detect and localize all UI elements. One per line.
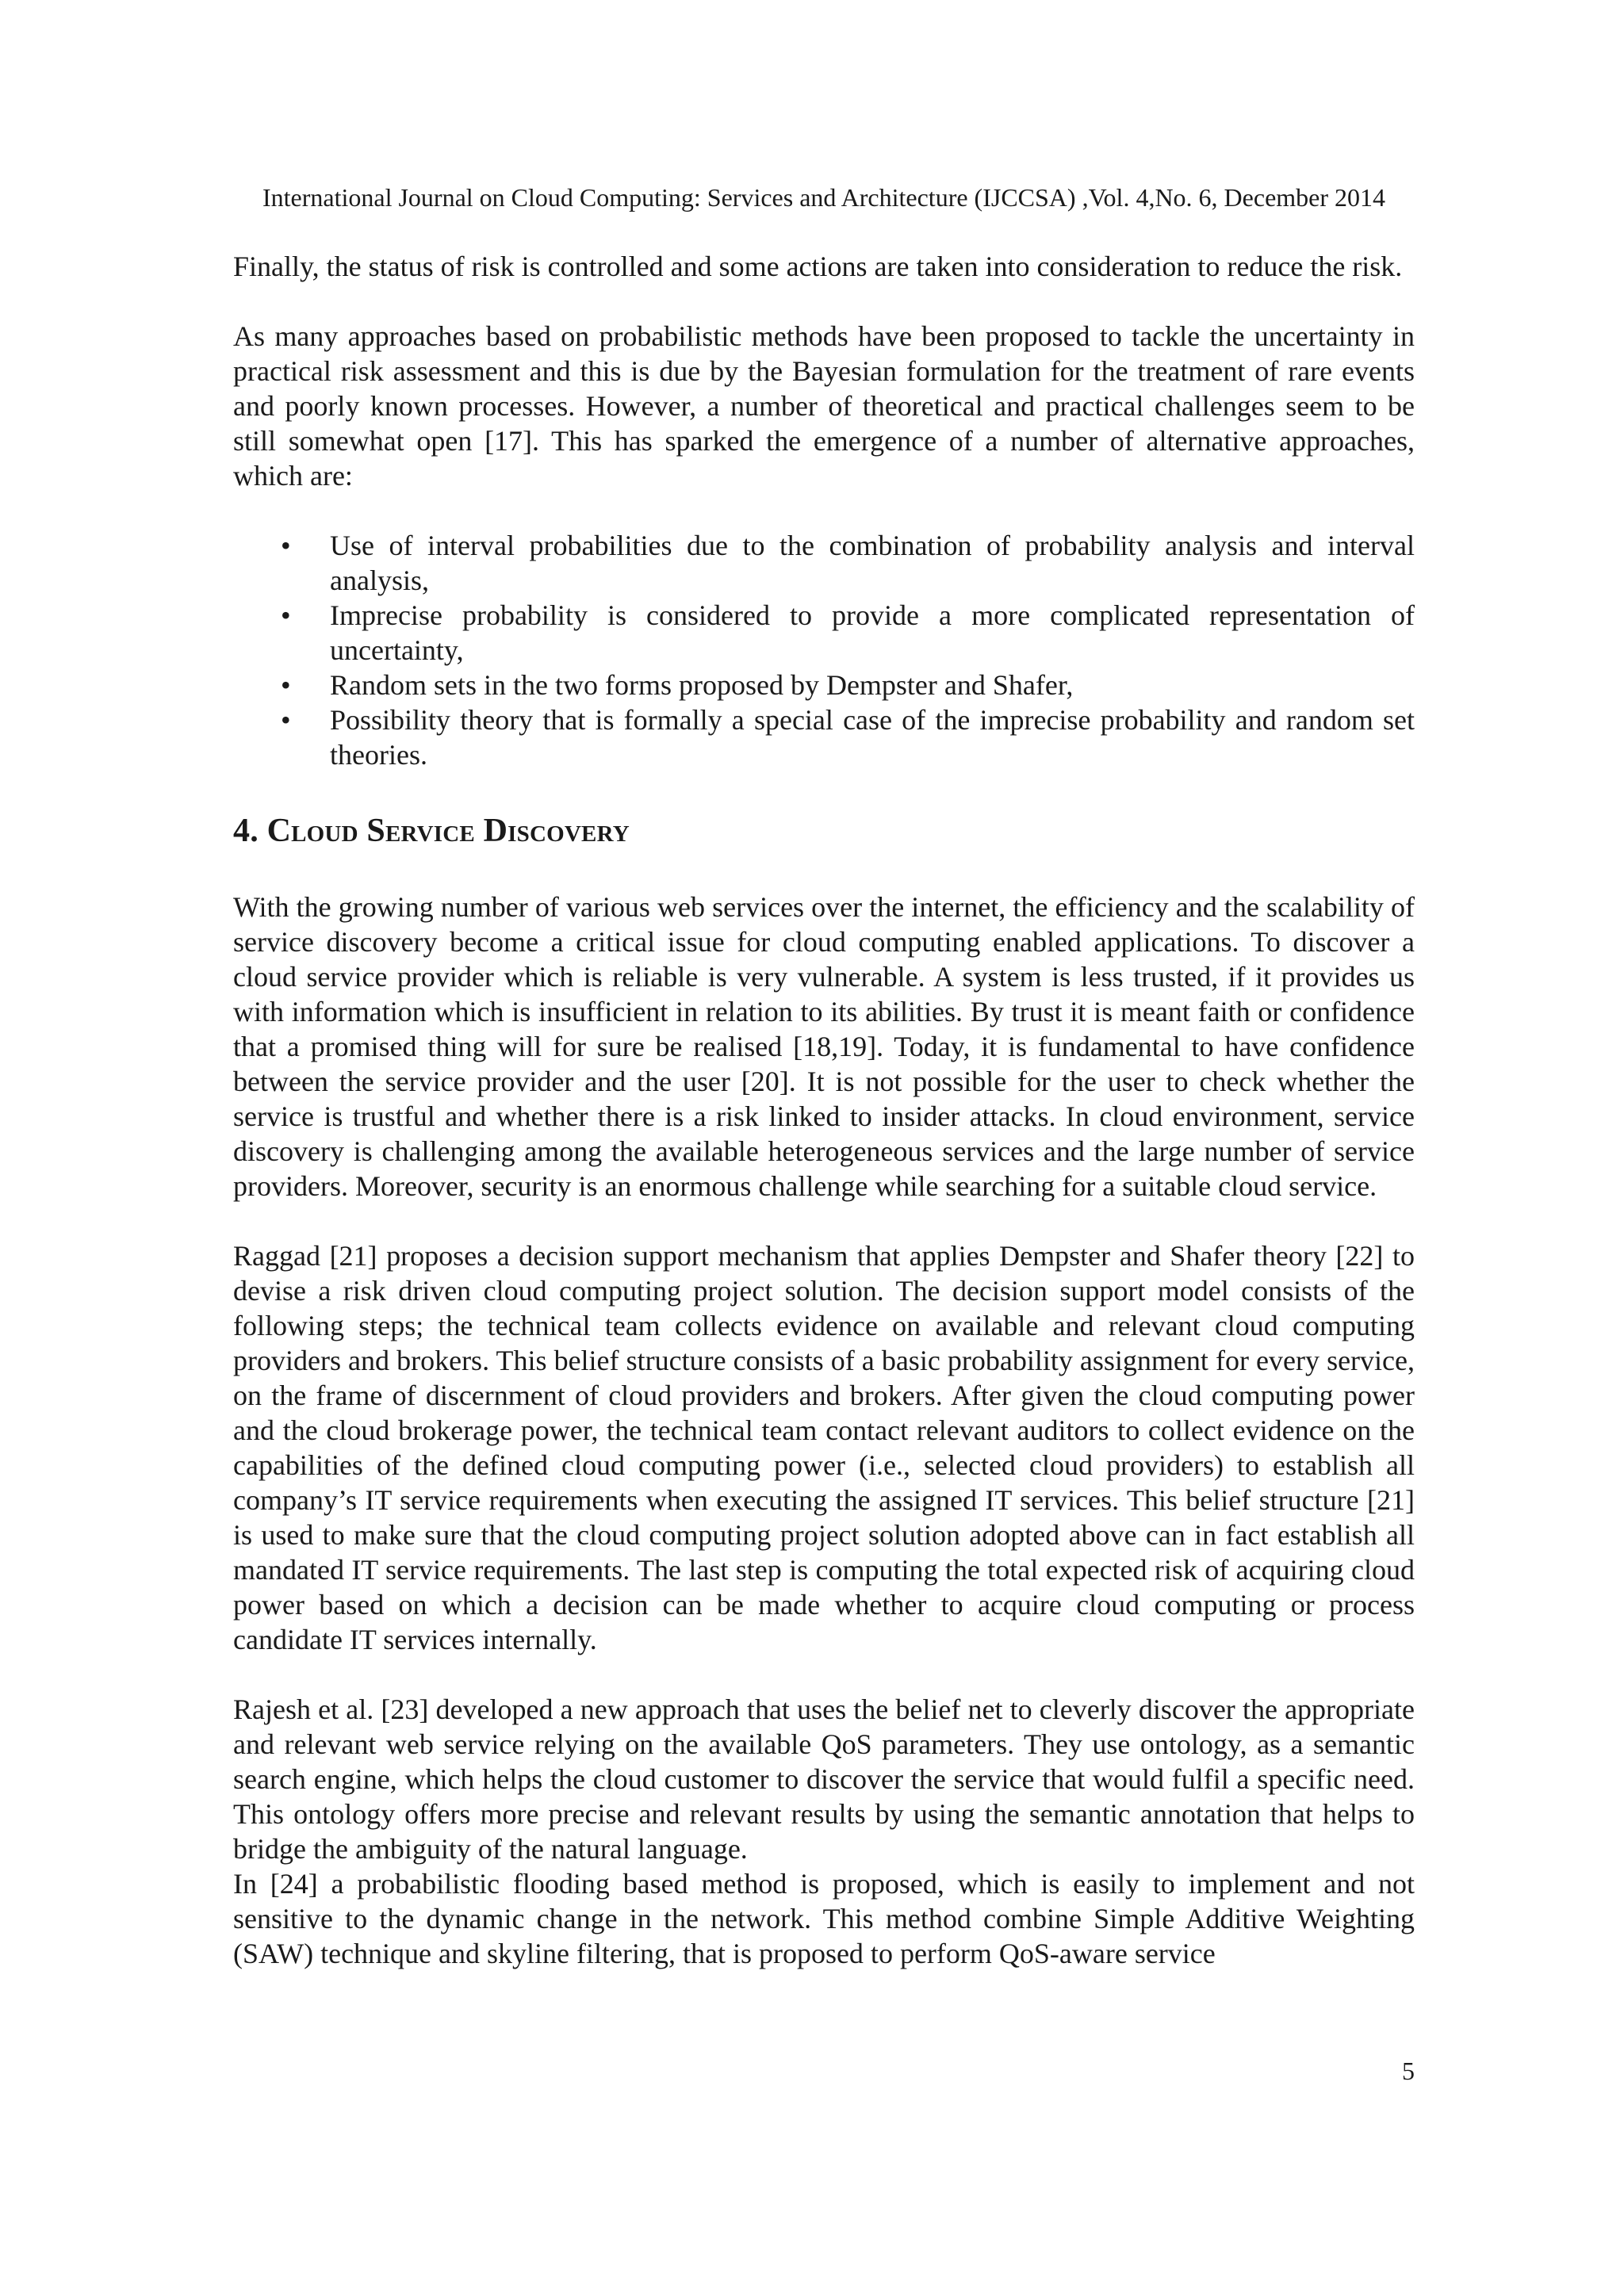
bullet-icon: • [281, 669, 291, 701]
alternative-approaches-list [233, 528, 1415, 772]
list-item-text: Imprecise probability is considered to provide a more complicated representation of uncertainty, [330, 599, 1415, 666]
paragraph-probabilistic-approaches: As many approaches based on probabilistic methods have been proposed to tackle the uncertainty in practical risk assessment and this is due by the Bayesian formulation for the treatment of rare events and poorly known processes. However, a number of theoretical and practical challenges seem to be still somewhat open [17]. This has sparked the emergence of a number of alternative approaches, which are: [233, 320, 1415, 492]
section-heading: 4. Cloud Service Discovery [233, 813, 630, 849]
bullet-icon: • [281, 599, 291, 631]
list-item [233, 528, 1415, 598]
list-item [233, 702, 1415, 772]
list-item-text: Use of interval probabilities due to the combination of probability analysis and interval analysis, [330, 530, 1415, 596]
list-item [233, 598, 1415, 668]
list-item [233, 668, 1415, 702]
bullet-icon: • [281, 530, 291, 561]
paragraph-probabilistic-flooding: In [24] a probabilistic flooding based method is proposed, which is easily to implement and not sensitive to the dynamic change in the network. This method combine Simple Additive Weighting (SAW) technique and skyline filtering, that is proposed to perform QoS-aware service [233, 1868, 1415, 1969]
bullet-icon: • [281, 704, 291, 736]
page-number: 5 [1402, 2057, 1415, 2085]
list-item-text: Possibility theory that is formally a special case of the imprecise probability and random set theories. [330, 704, 1415, 771]
paragraph-risk-control: Finally, the status of risk is controlled and some actions are taken into consideration to reduce the risk. [233, 251, 1403, 282]
paragraph-service-discovery: With the growing number of various web services over the internet, the efficiency and the scalability of service discovery become a critical issue for cloud computing enabled applications. To discover a cloud service provider which is reliable is very vulnerable. A system is less trusted, if it provides us with information which is insufficient in relation to its abilities. By trust it is meant faith or confidence that a promised thing will for sure be realised [18,19]. Today, it is fundamental to have confidence between the service provider and the user [20]. It is not possible for the user to check whether the service is trustful and whether there is a risk linked to insider attacks. In cloud environment, service discovery is challenging among the available heterogeneous services and the large number of service providers. Moreover, security is an enormous challenge while searching for a suitable cloud service. [233, 891, 1415, 1202]
body-text [233, 249, 1415, 1971]
paragraph-raggad: Raggad [21] proposes a decision support mechanism that applies Dempster and Shafer theory [22] to devise a risk driven cloud computing project solution. The decision support model consists of the following steps; the technical team collects evidence on available and relevant cloud computing providers and brokers. This belief structure consists of a basic probability assignment for every service, on the frame of discernment of cloud providers and brokers. After given the cloud computing power and the cloud brokerage power, the technical team contact relevant auditors to collect evidence on the capabilities of the defined cloud computing power (i.e., selected cloud providers) to establish all company’s IT service requirements when executing the assigned IT services. This belief structure [21] is used to make sure that the cloud computing project solution adopted above can in fact establish all mandated IT service requirements. The last step is computing the total expected risk of acquiring cloud power based on which a decision can be made whether to acquire cloud computing or process candidate IT services internally. [233, 1240, 1415, 1655]
paragraph-rajesh: Rajesh et al. [23] developed a new approach that uses the belief net to cleverly discover the appropriate and relevant web service relying on the available QoS parameters. They use ontology, as a semantic search engine, which helps the cloud customer to discover the service that would fulfil a specific need. This ontology offers more precise and relevant results by using the semantic annotation that helps to bridge the ambiguity of the natural language. [233, 1693, 1415, 1865]
list-item-text: Random sets in the two forms proposed by Dempster and Shafer, [330, 669, 1074, 701]
running-header: International Journal on Cloud Computing: Services and Architecture (IJCCSA) ,Vol. 4,No. 6, December 2014 [262, 183, 1386, 212]
